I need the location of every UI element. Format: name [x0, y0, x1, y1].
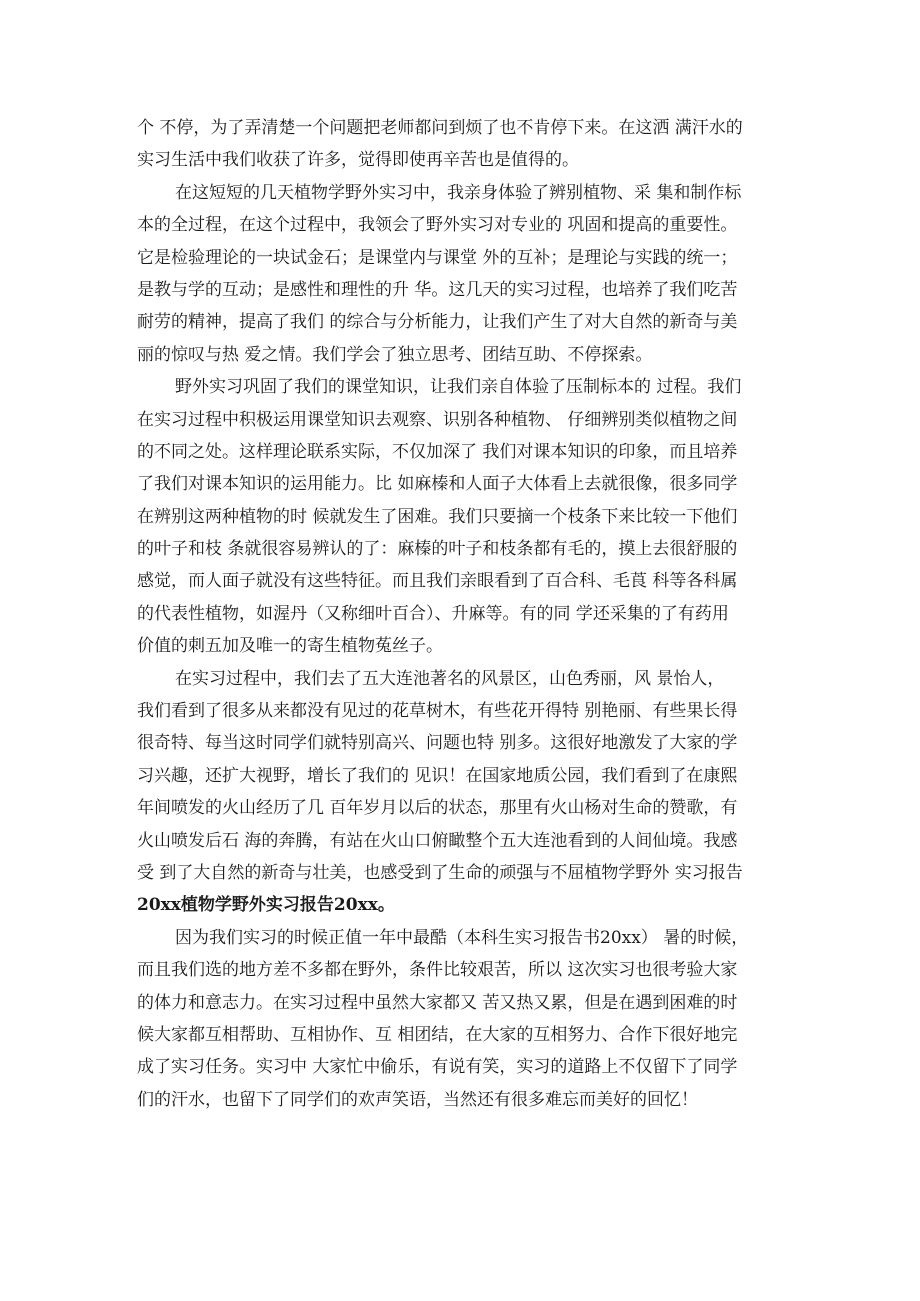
text-line: 价值的刺五加及唯一的寄生植物菟丝子。: [137, 636, 443, 657]
text-line: 个 不停，为了弄清楚一个问题把老师都问到烦了也不肯停下来。在这洒 满汗水的: [137, 118, 743, 138]
text-line: 野外实习巩固了我们的课堂知识，让我们亲自体验了压制标本的 过程。我们: [175, 377, 742, 398]
text-line: 而且我们选的地方差不多都在野外，条件比较艰苦，所以 这次实习也很考验大家: [137, 960, 738, 981]
text-line: 实习生活中我们收获了许多，觉得即使再辛苦也是值得的。: [137, 150, 579, 171]
text-line: 年间喷发的火山经历了几 百年岁月以后的状态，那里有火山杨对生命的赞歌，有: [137, 798, 738, 819]
paragraph-3: [137, 371, 787, 663]
text-line: 耐劳的精神，提高了我们 的综合与分析能力，让我们产生了对大自然的新奇与美: [137, 312, 738, 333]
text-line: 的体力和意志力。在实习过程中虽然大家都又 苦又热又累，但是在遇到困难的时: [137, 992, 738, 1013]
document-body: [137, 112, 787, 1116]
paragraph-4: [137, 663, 787, 922]
text-line: 在实习过程中，我们去了五大连池著名的风景区，山色秀丽，风 景怡人，: [175, 668, 725, 689]
text-line: 的不同之处。这样理论联系实际，不仅加深了 我们对课本知识的印象，而且培养: [137, 441, 738, 462]
paragraph-1: [137, 112, 787, 177]
text-line: 成了实习任务。实习中 大家忙中偷乐，有说有笑，实习的道路上不仅留下了同学: [137, 1057, 738, 1078]
paragraph-5: [137, 922, 787, 1116]
text-line: 在辨别这两种植物的时 候就发生了困难。我们只要摘一个枝条下来比较一下他们: [137, 506, 738, 527]
text-line: 在实习过程中积极运用课堂知识去观察、识别各种植物、 仔细辨别类似植物之间: [137, 409, 738, 430]
text-line: 受 到了大自然的新奇与壮美，也感受到了生命的顽强与不屈植物学野外 实习报告: [137, 862, 743, 883]
paragraph-2: [137, 177, 787, 371]
text-line: 火山喷发后石 海的奔腾，有站在火山口俯瞰整个五大连池看到的人间仙境。我感: [137, 830, 738, 851]
text-line: 我们看到了很多从来都没有见过的花草树木，有些花开得特 别艳丽、有些果长得: [137, 701, 738, 722]
text-line: 很奇特、每当这时同学们就特别高兴、问题也特 别多。这很好地激发了大家的学: [137, 733, 738, 754]
text-line: 它是检验理论的一块试金石；是课堂内与课堂 外的互补；是理论与实践的统一；: [137, 247, 738, 268]
text-line: 本的全过程，在这个过程中，我领会了野外实习对专业的 巩固和提高的重要性。: [137, 215, 738, 236]
text-line: 习兴趣，还扩大视野，增长了我们的 见识！在国家地质公园，我们看到了在康熙: [137, 765, 738, 786]
text-line: 20xx植物学野外实习报告20xx。: [137, 895, 395, 916]
text-line: 了我们对课本知识的运用能力。比 如麻榛和人面子大体看上去就很像，很多同学: [137, 474, 738, 495]
text-line: 丽的惊叹与热 爱之情。我们学会了独立思考、团结互助、不停探索。: [137, 344, 653, 365]
text-line: 是教与学的互动；是感性和理性的升 华。这几天的实习过程，也培养了我们吃苦: [137, 279, 738, 300]
text-line: 在这短短的几天植物学野外实习中，我亲身体验了辨别植物、采 集和制作标: [175, 182, 742, 203]
text-line: 们的汗水，也留下了同学们的欢声笑语，当然还有很多难忘而美好的回忆！: [137, 1089, 698, 1110]
text-line: 因为我们实习的时候正值一年中最酷（本科生实习报告书20xx） 暑的时候，: [175, 927, 749, 948]
text-line: 候大家都互相帮助、互相协作、互 相团结，在大家的互相努力、合作下很好地完: [137, 1024, 738, 1045]
text-line: 的叶子和枝 条就很容易辨认的了：麻榛的叶子和枝条都有毛的，摸上去很舒服的: [137, 539, 738, 560]
text-line: 感觉，而人面子就没有这些特征。而且我们亲眼看到了百合科、毛莨 科等各科属: [137, 571, 738, 592]
text-line: 的代表性植物，如渥丹（又称细叶百合）、升麻等。有的同 学还采集的了有药用: [137, 603, 729, 624]
